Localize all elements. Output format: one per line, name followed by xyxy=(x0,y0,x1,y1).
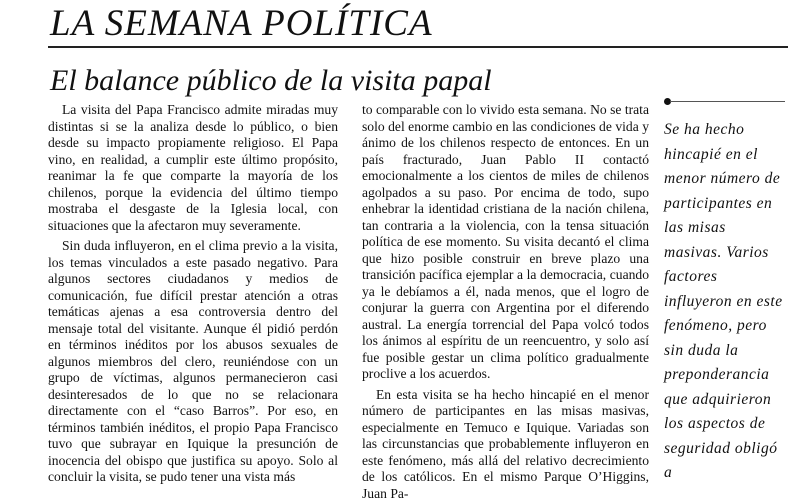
section-title: LA SEMANA POLÍTICA xyxy=(50,2,433,46)
body-paragraph-continued: to comparable con lo vivido esta semana. No se trata solo del enorme cambio en las condiciones de vida y ánimo de los chilenos respecto de entonces. En un país fracturado, Juan Pablo II contactó emocionalmente a los cientos de miles de chilenos agolpados a su paso. Por encima de todo, supo enhebrar la identidad cristiana de la nación chilena, tan contraria a la violencia, con la tensa situación política de ese momento. Su visita decantó el clima que hizo posible construir en breve plazo una transición pacífica ejemplar a la democracia, cuando ya le debíamos a él, nada menos, que el logro de conjurar la guerra con Argentina por el diferendo austral. La energía torrencial del Papa volcó todos los ánimos al espíritu de un reencuentro, y solo así fue posible gestar un clima político gradualmente proclive a los acuerdos. xyxy=(362,102,649,383)
pull-quote: Se ha hecho hincapié en el menor número de participantes en las misas masivas. Varios factores influyeron en este fenómeno, pero sin duda la preponderancia que adquirieron los aspectos de seguridad obligó a xyxy=(664,118,786,486)
body-paragraph: Sin duda influyeron, en el clima previo a la visita, los temas vinculados a este pasado negativo. Para algunos sectores ciudadanos y medios de comunicación, fue difícil prestar atención a otras temáticas ajenas a esa controversia dentro del mensaje total del visitante. Aunque él pidió perdón en términos inéditos por los abusos sexuales de algunos miembros del clero, reuniéndose con un grupo de víctimas, algunos permanecieron casi desinteresados de lo que no se relacionara directamente con el “caso Barros”. Por eso, en términos también inéditos, el propio Papa Francisco tuvo que subrayar en Iquique la presunción de inocencia del obispo que justifica su apoyo. Solo al concluir la visita, se pudo tener una vista más xyxy=(48,238,338,486)
body-paragraph: La visita del Papa Francisco admite miradas muy distintas si se la analiza desde lo público, o bien desde su impacto propiamente religioso. El Papa vino, en realidad, a cumplir este último propósito, reanimar la fe que comparte la mayoría de los chilenos, porque la evidencia del último tiempo mostraba el desgaste de la Iglesia local, con situaciones que la afectaron muy severamente. xyxy=(48,102,338,234)
article-column-1 xyxy=(48,102,338,450)
article-column-2 xyxy=(362,102,649,450)
body-paragraph: En esta visita se ha hecho hincapié en el menor número de participantes en las misas masivas, especialmente en Temuco e Iquique. Variadas son las circunstancias que probablemente influyeron en este fenómeno, más allá del relativo decrecimiento de los católicos. En el mismo Parque O’Higgins, Juan Pa- xyxy=(362,387,649,502)
pull-quote-divider xyxy=(670,101,785,102)
section-divider xyxy=(48,46,788,48)
article-headline: El balance público de la visita papal xyxy=(50,63,492,99)
